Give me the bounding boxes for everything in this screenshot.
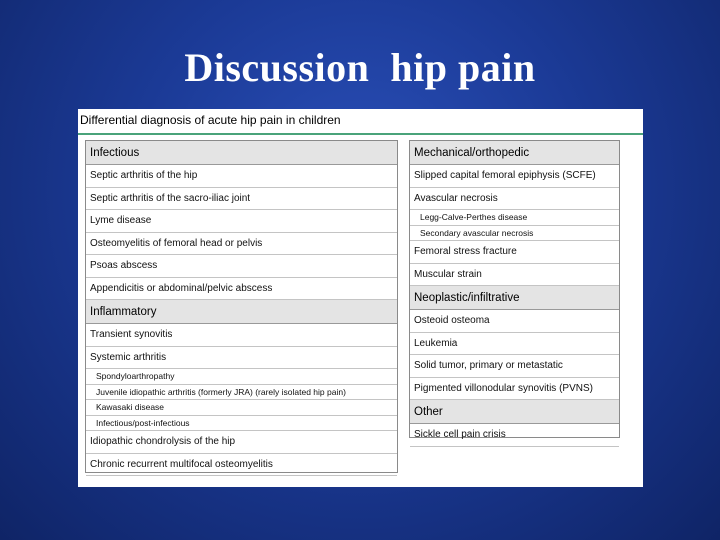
table-row: Osteoid osteoma xyxy=(410,310,619,333)
table-section-header: Neoplastic/infiltrative xyxy=(410,286,619,310)
table-row: Leukemia xyxy=(410,333,619,356)
table-title: Differential diagnosis of acute hip pain in children xyxy=(80,113,341,127)
table-row: Appendicitis or abdominal/pelvic abscess xyxy=(86,278,397,301)
table-row: Transient synovitis xyxy=(86,324,397,347)
table-row: Muscular strain xyxy=(410,264,619,287)
table-subrow: Spondyloarthropathy xyxy=(86,369,397,385)
title-divider xyxy=(78,133,643,135)
table-row: Femoral stress fracture xyxy=(410,241,619,264)
table-subrow: Legg-Calve-Perthes disease xyxy=(410,210,619,226)
table-section-header: Inflammatory xyxy=(86,300,397,324)
table-subrow: Secondary avascular necrosis xyxy=(410,226,619,242)
table-subrow: Infectious/post-infectious xyxy=(86,416,397,432)
table-row: Lyme disease xyxy=(86,210,397,233)
table-row: Sickle cell pain crisis xyxy=(410,424,619,447)
table-section-header: Mechanical/orthopedic xyxy=(410,141,619,165)
table-row: Psoas abscess xyxy=(86,255,397,278)
table-subrow: Kawasaki disease xyxy=(86,400,397,416)
table-row: Chronic recurrent multifocal osteomyelitis xyxy=(86,454,397,477)
table-row: Solid tumor, primary or metastatic xyxy=(410,355,619,378)
table-section-header: Infectious xyxy=(86,141,397,165)
table-section-header: Other xyxy=(410,400,619,424)
table-row: Osteomyelitis of femoral head or pelvis xyxy=(86,233,397,256)
table-row: Avascular necrosis xyxy=(410,188,619,211)
table-row: Slipped capital femoral epiphysis (SCFE) xyxy=(410,165,619,188)
left-column xyxy=(85,140,398,473)
table-row: Idiopathic chondrolysis of the hip xyxy=(86,431,397,454)
table-row: Septic arthritis of the sacro-iliac joint xyxy=(86,188,397,211)
table-row: Septic arthritis of the hip xyxy=(86,165,397,188)
table-subrow: Juvenile idiopathic arthritis (formerly JRA) (rarely isolated hip pain) xyxy=(86,385,397,401)
table-row: Pigmented villonodular synovitis (PVNS) xyxy=(410,378,619,401)
slide-title: Discussion hip pain xyxy=(184,45,536,90)
table-row: Systemic arthritis xyxy=(86,347,397,370)
right-column xyxy=(409,140,620,441)
differential-diagnosis-table xyxy=(78,109,643,487)
